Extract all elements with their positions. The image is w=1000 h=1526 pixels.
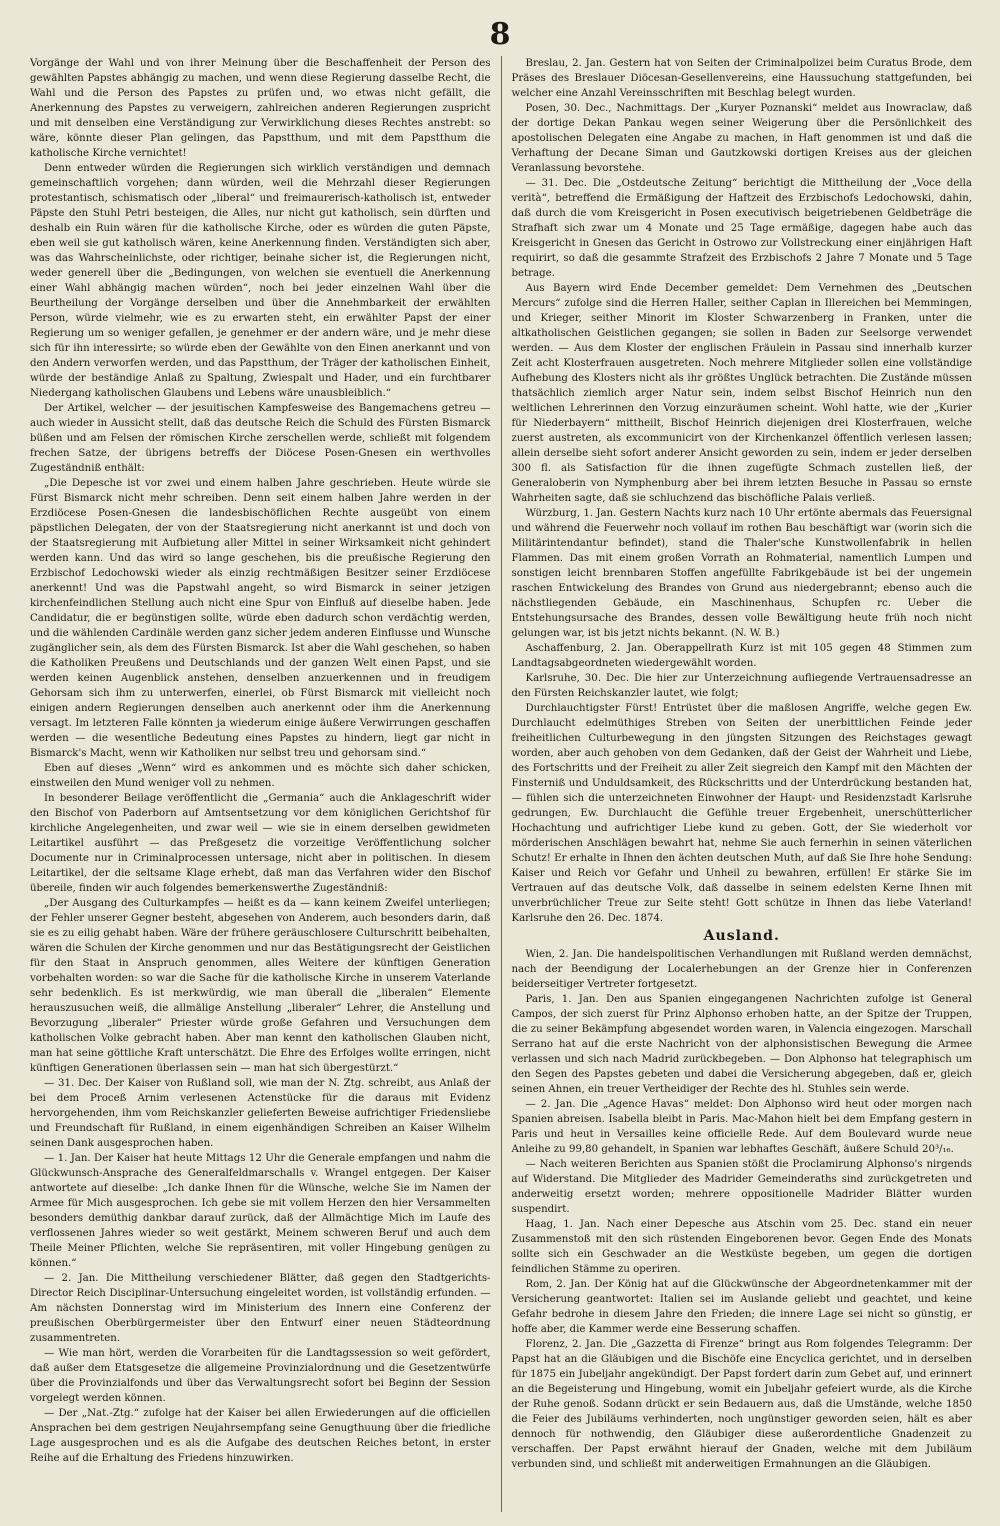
- article-paragraph: Eben auf dieses „Wenn“ wird es ankommen und es möchte sich daher schicken, einstweilen den Mund weniger voll zu nehmen.: [30, 763, 491, 789]
- article-paragraph: Haag, 1. Jan. Nach einer Depesche aus Atschin vom 25. Dec. stand ein neuer Zusammenstoß mit den sich rüstenden Eingeborenen bevor. Gegen Ende des Monats sollte sich ein Geschwader an die Westküste begeben, um gegen die dortigen feindlichen Stämme zu operiren.: [511, 1219, 972, 1275]
- article-paragraph: Wien, 2. Jan. Die handelspolitischen Verhandlungen mit Rußland werden demnächst, nach der Beendigung der Localerhebungen an der Grenze hier in Conferenzen beiderseitiger Vertreter fortgesetzt.: [511, 949, 972, 990]
- article-paragraph: — 31. Dec. Die „Ostdeutsche Zeitung“ berichtigt die Mittheilung der „Voce della verità“, betreffend die Ermäßigung der Haftzeit des Erzbischofs Ledochowski, dahin, daß durch die vom Kreisgericht in Posen executivisch beigetriebenen Geldbeträge die Strafhaft sich zwar um 4 Monate und 25 Tage ermäßige, dagegen habe auch das Kreisgericht in Gnesen das Gericht in Ostrowo zur Vollstreckung einer einjährigen Haft requirirt, so daß die gesammte Strafzeit des Erzbischofs 2 Jahre 7 Monate und 5 Tage betrage.: [511, 178, 972, 279]
- article-paragraph: Würzburg, 1. Jan. Gestern Nachts kurz nach 10 Uhr ertönte abermals das Feuersignal und während die Feuerwehr noch vollauf im rothen Bau beschäftigt war (worin sich die Militärintendantur befindet), stand die Thaler'sche Kunstwollenfabrik in hellen Flammen. Das mit einem großen Vorrath an Rohmaterial, namentlich Lumpen und sonstigen leicht brennbaren Stoffen angefüllte Fabrikgebäude ist bei der ungemein raschen Entwickelung des Brandes von Grund aus niedergebrannt; ebenso auch die nächstliegenden Gebäude, ein Maschinenhaus, Schupfen rc. Ueber die Entstehungsursache des Brandes, dessen volle Bewältigung heute früh noch nicht gelungen war, ist bis jetzt nichts bekannt. (N. W. B.): [511, 508, 972, 639]
- article-paragraph: Durchlauchtigster Fürst! Entrüstet über die maßlosen Angriffe, welche gegen Ew. Durchlaucht edelmüthiges Streben von Seiten der unerbittlichen Feinde jeder freiheitlichen Culturbewegung in den jüngsten Sitzungen des Reichstages gewagt worden, aber auch gehoben von dem Gedanken, daß der Geist der Wahrheit und Liebe, des Fortschritts und der Freiheit zu aller Zeit siegreich den Kampf mit den Mächten der Finsterniß und Unduldsamkeit, des Rückschritts und der Unterdrückung bestanden hat, — fühlen sich die unterzeichneten Einwohner der Haupt- und Residenzstadt Karlsruhe gedrungen, Ew. Durchlaucht die Gefühle treuer Ergebenheit, unerschütterlicher Hochachtung und aufrichtiger Liebe kund zu geben. Gott, der Sie wiederholt vor mörderischen Anschlägen bewahrt hat, nehme Sie auch fernerhin in seinen väterlichen Schutz! Er erhalte in Ihnen den ächten deutschen Muth, auf daß Sie Ihre hohe Sendung: Kaiser und Reich vor Gefahr und Unheil zu bewahren, erfüllen! Er stärke Sie im Vertrauen auf das deutsche Volk, daß dasselbe in seinem edelsten Kerne Ihnen mit unverbrüchlicher Treue zur Seite steht! Gott schütze in Ihnen das liebe Vaterland! Karlsruhe den 26. Dec. 1874.: [511, 703, 972, 924]
- article-paragraph: — Der „Nat.-Ztg.“ zufolge hat der Kaiser bei allen Erwiederungen auf die officiellen Ansprachen bei dem gestrigen Neujahrsempfang seine Genugthuung über die friedliche Lage ausgesprochen und es als die Aufgabe des deutschen Reiches betont, in erster Reihe auf die Erhaltung des Friedens hinzuwirken.: [30, 1408, 491, 1464]
- article-paragraph: — Nach weiteren Berichten aus Spanien stößt die Proclamirung Alphonso's nirgends auf Widerstand. Die Mitglieder des Madrider Gemeinderaths sind zurückgetreten und anderweitig ersetzt worden; mehrere oppositionelle Madrider Blätter wurden suspendirt.: [511, 1159, 972, 1215]
- article-paragraph: „Der Ausgang des Culturkampfes — heißt es da — kann keinem Zweifel unterliegen; der Fehler unserer Gegner besteht, abgesehen von Anderem, auch besonders darin, daß sie es zu eilig gehabt haben. Wäre der frühere geräuschlosere Culturschritt beibehalten, wären die Schulen der Kirche genommen und nur das Bestätigungsrecht der Geistlichen für den Staat in Anspruch genommen, alles Weitere der künftigen Generation vorbehalten worden: so war die Sache für die katholische Kirche in unserem Vaterlande sehr bedenklich. Es ist merkwürdig, wie man überall die „liberalen“ Elemente herauszusuchen weiß, die allmälige Anstellung „liberaler“ Lehrer, die Anstellung und Bevorzugung „liberaler“ Priester würde große Gefahren und Versuchungen dem katholischen Volke gebracht haben. Aber man kennt den katholischen Glauben nicht, man hat seine göttliche Kraft unterschätzt. Die Ehre des Erfolges wollte erringen, nicht künftigen Generationen überlassen sein — man hat sich übergestürzt.“: [30, 898, 491, 1074]
- article-paragraph: — Wie man hört, werden die Vorarbeiten für die Landtagssession so weit gefördert, daß außer dem Etatsgesetze die allgemeine Provinzialordnung und die Gesetzentwürfe über die Provinzialfonds und über das Verwaltungsrecht sofort bei Beginn der Session vorgelegt werden können.: [30, 1348, 491, 1404]
- text-columns: [30, 56, 972, 1512]
- section-heading-ausland: Ausland.: [703, 928, 780, 944]
- article-paragraph: — 1. Jan. Der Kaiser hat heute Mittags 12 Uhr die Generale empfangen und nahm die Glückwunsch-Ansprache des Generalfeldmarschalls v. Wrangel entgegen. Der Kaiser antwortete auf dieselbe: „Ich danke Ihnen für die Wünsche, welche Sie im Namen der Armee für Mich ausgesprochen. Ich gebe sie mit vollem Herzen den hier Versammelten besonders demüthig dankbar darauf zurück, daß der Allmächtige Mich im Laufe des verflossenen Jahres wieder so weit gestärkt, Meinem schweren Beruf und auch dem Theile Meiner Pflichten, welche Sie repräsentiren, mit voller Hingebung genügen zu können.“: [30, 1153, 491, 1269]
- left-column: [30, 56, 501, 1512]
- page-number: 8: [489, 17, 511, 52]
- article-paragraph: Der Artikel, welcher — der jesuitischen Kampfesweise des Bangemachens getreu — auch wieder in Aussicht stellt, daß das deutsche Reich die Schuld des Fürsten Bismarck büßen und am Felsen der römischen Kirche zerschellen werde, schließt mit folgendem frechen Satze, der übrigens betreffs der Diöcese Posen-Gnesen ein werthvolles Zugeständniß enthält:: [30, 403, 491, 474]
- article-paragraph: — 2. Jan. Die Mittheilung verschiedener Blätter, daß gegen den Stadtgerichts-Director Reich Disciplinar-Untersuchung eingeleitet worden, ist vollständig erfunden. — Am nächsten Donnerstag wird im Ministerium des Innern eine Conferenz der preußischen Oberbürgermeister über den Entwurf einer neuen Städteordnung zusammentreten.: [30, 1273, 491, 1344]
- article-paragraph: Aus Bayern wird Ende December gemeldet: Dem Vernehmen des „Deutschen Mercurs“ zufolge sind die Herren Haller, seither Caplan in Illereichen bei Memmingen, und Krieger, seither Minorit im Kloster Schwarzenberg in Franken, unter die altkatholischen Geistlichen gegangen; sie sollen in Baden zur Seelsorge verwendet werden. — Aus dem Kloster der englischen Fräulein in Passau sind innerhalb kurzer Zeit acht Klosterfrauen ausgetreten. Noch mehrere Mitglieder sollen eine vollständige Aufhebung des Klosters nicht als ihr größtes Unglück betrachten. Die Zustände müssen thatsächlich ziemlich arger Natur sein, indem selbst Bischof Heinrich nun den weltlichen Lehrerinnen den Vorzug einzuräumen scheint. Wohl hatte, wie der „Kurier für Niederbayern“ mittheilt, Bischof Heinrich diejenigen drei Klosterfrauen, welche zuerst austreten, als excommunicirt von der Kirchenkanzel öffentlich verlesen lassen; allein derselbe sieht sofort anderer Ansicht geworden zu sein, indem er jeder derselben 300 fl. als Satisfaction für die ihnen zugefügte Schmach zustellen ließ, der Generaloberin von Nymphenburg aber bei ihrem letzten Besuche in Passau so ernste Wahrheiten sagte, daß sie schluchzend das bischöfliche Palais verließ.: [511, 283, 972, 504]
- article-paragraph: Vorgänge der Wahl und von ihrer Meinung über die Beschaffenheit der Person des gewählten Papstes abhängig zu machen, und wenn diese Regierung dasselbe Recht, die Wahl und die Person des Papstes zu prüfen und, wo etwas nicht gefällt, die Anerkennung des Papstes zu verweigern, zahlreichen anderen Regierungen zuspricht und mit denselben eine Verständigung zur Verwirklichung dieses Rechtes anstrebt: so wäre, könnte dieser Plan gelingen, das Papstthum, und mit dem Papstthum die katholische Kirche vernichtet!: [30, 58, 491, 159]
- article-paragraph: Aschaffenburg, 2. Jan. Oberappellrath Kurz ist mit 105 gegen 48 Stimmen zum Landtagsabgeordneten wiedergewählt worden.: [511, 643, 972, 669]
- right-column: [501, 56, 973, 1512]
- article-paragraph: Rom, 2. Jan. Der König hat auf die Glückwünsche der Abgeordnetenkammer mit der Versicherung geantwortet: Italien sei im Auslande geliebt und geachtet, und keine Gefahr bedrohe in diesem Jahre den Frieden; die innere Lage sei nicht so günstig, er hoffe aber, die Kammer werde eine Besserung schaffen.: [511, 1279, 972, 1335]
- article-paragraph: — 2. Jan. Die „Agence Havas“ meldet: Don Alphonso wird heut oder morgen nach Spanien abreisen. Isabella bleibt in Paris. Mac-Mahon hielt bei dem Empfang gestern in Paris und heut in Versailles keine officielle Rede. Auf dem Boulevard wurde neue Anleihe zu 99,80 gehandelt, in Spanien war lebhaftes Geschäft, äußere Schuld 20³/₁₆.: [511, 1099, 972, 1155]
- article-paragraph: Denn entweder würden die Regierungen sich wirklich verständigen und demnach gemeinschaftlich vorgehen; dann würden, weil die Mehrzahl dieser Regierungen protestantisch, schismatisch oder „liberal“ und freimaurerisch-katholisch ist, entweder Päpste den Stuhl Petri besteigen, die Alles, nur nicht gut katholisch, sein dürften und deshalb ein Ruin wären für die katholische Kirche, oder es würden die guten Päpste, eben weil sie gut katholisch wären, keine Anerkennung finden. Verständigten sich aber, was das Wahrscheinlichste, oder richtiger, beinahe sicher ist, die Regierungen nicht, weder generell über die „Bedingungen, von welchen sie eventuell die Anerkennung einer Wahl abhängig machen würden“, noch bei jeder einzelnen Wahl über die Beurtheilung der Vorgänge derselben und über die Annehmbarkeit der erwählten Person, würde vielmehr, wie es zu erwarten steht, ein erwählter Papst der einer Regierung um so weniger gefallen, je genehmer er der andern wäre, und je mehr diese sich für ihn interessirte; so würde eben der Gewählte von den Einen anerkannt und von den Andern verworfen werden, und das Papstthum, der Träger der katholischen Einheit, würde der beständige Anlaß zu Spaltung, Zwiespalt und Hader, und ein furchtbarer Niedergang katholischen Glaubens und Lebens wäre unausbleiblich.“: [30, 163, 491, 399]
- article-paragraph: In besonderer Beilage veröffentlicht die „Germania“ auch die Anklageschrift wider den Bischof von Paderborn auf Amtsentsetzung vor dem königlichen Gerichtshof für kirchliche Angelegenheiten, und zwar weil — wie sie in einem derselben gewidmeten Leitartikel ausführt — das Preßgesetz die vorzeitige Veröffentlichung solcher Documente nur in Criminalprocessen untersage, nicht aber in politischen. In diesem Leitartikel, der die seltsame Klage erhebt, daß man das Verfahren wider den Bischof übereile, finden wir auch folgendes bemerkenswerthe Zugeständniß:: [30, 793, 491, 894]
- article-paragraph: „Die Depesche ist vor zwei und einem halben Jahre geschrieben. Heute würde sie Fürst Bismarck nicht mehr schreiben. Denn seit einem halben Jahre werden in der Erzdiöcese Posen-Gnesen die landesbischöflichen Rechte ausgeübt von einem päpstlichen Delegaten, der von der Staatsregierung nicht anerkannt ist und doch von der Staatsregierung mit Aufbietung aller Mittel in seiner Wirksamkeit nicht gehindert werden kann. Und das wird so lange geschehen, bis die preußische Regierung den Erzbischof Ledochowski wieder als einzig rechtmäßigen Besitzer seiner Erzdiöcese anerkennt! Und was die Papstwahl angeht, so wird Bismarck in seiner jetzigen kirchenfeindlichen Stellung auch nicht eine Spur von Einfluß auf dieselbe haben. Jede Candidatur, die er begünstigen sollte, würde eben dadurch schon verdächtig werden, und die wählenden Cardinäle werden ganz sicher jedem anderen Einflusse und Wunsche zugänglicher sein, als dem des Fürsten Bismarck. Ist aber die Wahl geschehen, so haben die Katholiken Preußens und Deutschlands und der ganzen Welt einen Papst, und sie werden keinen Augenblick anstehen, denselben anzuerkennen und in freudigem Gehorsam sich ihm zu unterwerfen, einerlei, ob Fürst Bismarck mit vielleicht noch einigen andern Regierungen denselben auch anerkennt oder ihm die Anerkennung versagt. Im letzteren Falle könnten ja wiederum einige äußere Verwirrungen geschaffen werden — die wesentliche Bedeutung eines Papstes zu hindern, liegt gar nicht in Bismarck's Macht, wenn wir Katholiken nur selbst treu und gehorsam sind.“: [30, 478, 491, 759]
- article-paragraph: Florenz, 2. Jan. Die „Gazzetta di Firenze“ bringt aus Rom folgendes Telegramm: Der Papst hat an die Gläubigen und die Bischöfe eine Encyclica gerichtet, und in derselben für 1875 ein Jubeljahr angekündigt. Der Papst fordert darin zum Gebet auf, und erinnert an die Begeisterung und Hingebung, womit ein Jubeljahr gefeiert wurde, als die Kirche der Ruhe genoß. Sodann drückt er sein Bedauern aus, daß die Umstände, welche 1850 die Feier des Jubiläums verhinderten, noch ungünstiger geworden seien, hält es aber dennoch für nothwendig, den Gläubiger diese außerordentliche Gnadenzeit zu verschaffen. Der Papst erwähnt hierauf der Gnaden, welche mit dem Jubiläum verbunden sind, und schließt mit anderweitigen Ermahnungen an die Gläubigen.: [511, 1339, 972, 1470]
- article-paragraph: — 31. Dec. Der Kaiser von Rußland soll, wie man der N. Ztg. schreibt, aus Anlaß der bei dem Proceß Arnim verlesenen Actenstücke für die daraus mit Evidenz hervorgehenden, ihm vom Reichskanzler gelieferten Beweise aufrichtiger Friedensliebe und Freundschaft für Rußland, in einem eigenhändigen Schreiben an Kaiser Wilhelm seinen Dank ausgesprochen haben.: [30, 1078, 491, 1149]
- article-paragraph: Paris, 1. Jan. Den aus Spanien eingegangenen Nachrichten zufolge ist General Campos, der sich zuerst für Prinz Alphonso erhoben hatte, an der Spitze der Truppen, die zu seiner Bekämpfung abgesendet worden waren, in Valencia eingezogen. Marschall Serrano hat auf die erste Nachricht von der alphonsistischen Bewegung die Armee verlassen und sich nach Madrid zurückbegeben. — Don Alphonso hat telegraphisch um den Segen des Papstes gebeten und dabei die Versicherung abgegeben, daß er, gleich seinen Ahnen, ein treuer Vertheidiger der Rechte des hl. Stuhles sein werde.: [511, 994, 972, 1095]
- article-paragraph: Breslau, 2. Jan. Gestern hat von Seiten der Criminalpolizei beim Curatus Brode, dem Präses des Breslauer Diöcesan-Gesellenvereins, eine Haussuchung stattgefunden, bei welcher eine Anzahl Vereinsschriften mit Beschlag belegt wurden.: [511, 58, 972, 99]
- article-paragraph: Karlsruhe, 30. Dec. Die hier zur Unterzeichnung aufliegende Vertrauensadresse an den Fürsten Reichskanzler lautet, wie folgt;: [511, 673, 972, 699]
- article-paragraph: Posen, 30. Dec., Nachmittags. Der „Kuryer Poznanski“ meldet aus Inowraclaw, daß der dortige Dekan Pankau wegen seiner Weigerung über die Persönlichkeit des apostolischen Delegaten eine Angabe zu machen, in Haft genommen ist und daß die Verhaftung der Decane Siman und Gautzkowski dortigen Kreises aus der gleichen Veranlassung bevorstehe.: [511, 103, 972, 174]
